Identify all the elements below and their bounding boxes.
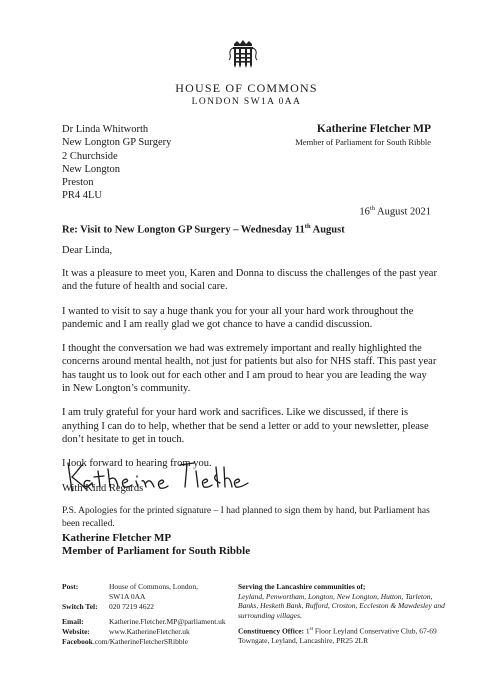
recipient-line: New Longton: [62, 163, 121, 175]
post-line: SW1A 0AA: [109, 592, 146, 601]
facebook-label: Facebook: [62, 637, 93, 646]
letterhead-address: LONDON SW1A 0AA: [191, 97, 302, 107]
switch-value: 020 7219 4622: [109, 602, 154, 611]
date-suffix: th: [369, 205, 375, 212]
subject-suffix: th: [304, 223, 311, 230]
body-paragraph: I wanted to visit to say a huge thank you for your all your hard work throughout the pandemic and I am really glad we got chance to have a candid discussion.: [62, 305, 414, 330]
closing-block: [62, 532, 250, 558]
recipient-line: Preston: [62, 177, 94, 189]
sender-role: Member of Parliament for South Ribble: [295, 137, 431, 147]
date-day: 16: [359, 206, 370, 218]
subject-prefix: Re: Visit to New Longton GP Surgery – Wednesday 11: [62, 224, 305, 236]
post-line: House of Commons, London,: [109, 582, 198, 591]
office-line: [238, 625, 448, 646]
body-paragraph: It was a pleasure to meet you, Karen and Donna to discuss the challenges of the past year and the future of health and social care.: [62, 268, 437, 293]
footer-contact: [62, 582, 226, 647]
website-value[interactable]: www.KatherineFletcher.uk: [109, 627, 190, 636]
post-value: [109, 582, 226, 602]
date-rest: August 2021: [374, 206, 431, 218]
post-label: Post:: [62, 582, 79, 591]
closing-name: Katherine Fletcher MP: [62, 532, 172, 544]
footer-constituency: [238, 582, 448, 646]
body-paragraph: With Kind Regards: [62, 482, 144, 494]
facebook-line[interactable]: [62, 637, 226, 647]
facebook-value: .com/KatherineFletcherSRibble: [92, 637, 189, 646]
body-paragraph: I look forward to hearing from you.: [62, 458, 212, 470]
office-floor: 1: [304, 626, 310, 636]
switch-label: Switch Tel:: [62, 602, 98, 611]
serving-heading: Serving the Lancashire communities of;: [238, 582, 366, 591]
letterhead-title: HOUSE OF COMMONS: [175, 81, 318, 95]
recipient-line: New Longton GP Surgery: [62, 137, 172, 149]
subject-line: [62, 223, 345, 236]
serving-text: Leyland, Penwortham, Longton, New Longton, Hutton, Tarleton, Banks, Hesketh Bank, Rufford, Croston, Eccleston & Mawdesley and surrounding villages.: [238, 591, 445, 620]
body-paragraph: I thought the conversation we had was extremely important and really highlighted the concerns around mental health, not just for patients but also for NHS staff. This past year has taught us to look out for each other and I am proud to hear you are leading the way in New Longton’s community.: [62, 343, 437, 395]
website-label: Website:: [62, 627, 90, 636]
sender-name: Katherine Fletcher MP: [316, 123, 431, 135]
subject-rest: August: [310, 224, 345, 236]
recipient-line: Dr Linda Whitworth: [62, 124, 149, 135]
handwritten-signature: [60, 457, 250, 497]
office-label: Constituency Office:: [238, 626, 305, 636]
closing-role: Member of Parliament for South Ribble: [62, 545, 251, 557]
email-value[interactable]: Katherine.Fletcher.MP@parliament.uk: [109, 617, 226, 626]
office-address: Floor Leyland Conservative Club, 67-69 Towngate, Leyland, Lancashire, PR25 2LR: [238, 626, 437, 645]
email-label: Email:: [62, 617, 84, 626]
recipient-line: PR4 4LU: [62, 190, 102, 202]
portcullis-crest-icon: [226, 36, 260, 70]
body-paragraph: I am truly grateful for your hard work and sacrifices. Like we discussed, if there is anything I can do to help, whether that be send a letter or add to your newsletter, please don’t hesitate to get in touch.: [62, 407, 429, 445]
sender-block: [295, 123, 431, 147]
recipient-address: [62, 123, 171, 203]
postscript: P.S. Apologies for the printed signature – I had planned to sign them by hand, but Parliament has been recalled.: [62, 506, 430, 529]
recipient-line: 2 Churchside: [62, 150, 118, 162]
salutation: Dear Linda,: [62, 245, 113, 256]
letter-date: [359, 205, 431, 218]
footer-contact-table: [62, 582, 226, 637]
office-floor-suffix: st: [309, 627, 313, 632]
